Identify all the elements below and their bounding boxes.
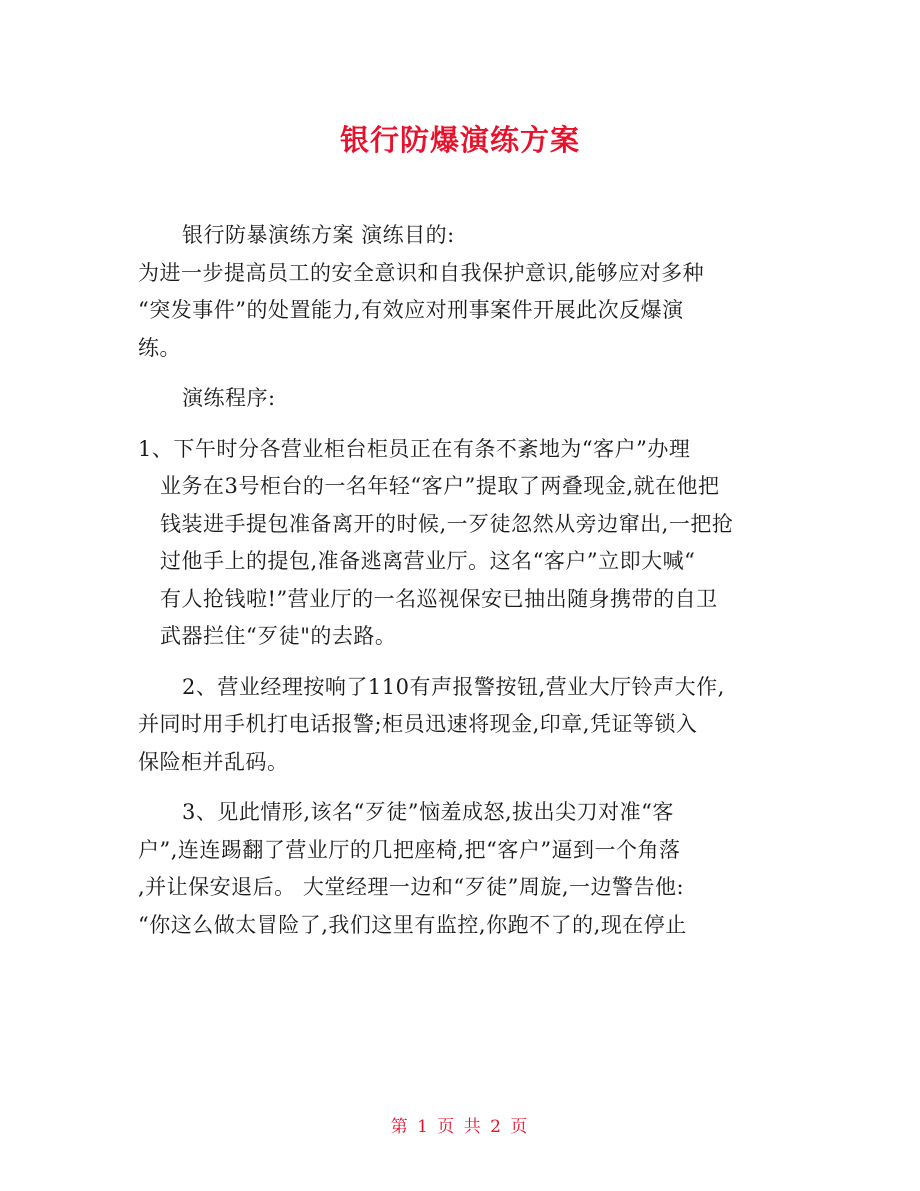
text-line: 2、营业经理按响了110有声报警按钮,营业大厅铃声大作,: [182, 674, 725, 699]
document-title: 银行防爆演练方案: [339, 123, 580, 157]
text-line: “你这么做太冒险了,我们这里有监控,你跑不了的,现在停止: [138, 912, 687, 937]
document-body: [138, 217, 786, 944]
text-line: 银行防暴演练方案 演练目的:: [182, 223, 455, 247]
page-number-footer: 第 1 页 共 2 页: [390, 1117, 530, 1137]
text-line: 演练程序:: [182, 386, 276, 410]
text-line: 练。: [138, 335, 181, 360]
text-line: 业务在3号柜台的一名年轻“客户”提取了两叠现金,就在他把: [160, 474, 720, 498]
text-line: 3、见此情形,该名“歹徒”恼羞成怒,拔出尖刀对准“客: [182, 800, 674, 824]
text-line: 户”,连连踢翻了营业厅的几把座椅,把“客户”逼到一个角落: [138, 837, 681, 862]
text-line: 钱装进手提包准备离开的时候,一歹徒忽然从旁边窜出,一把抢: [160, 511, 734, 536]
paragraph-step-1: [138, 431, 786, 656]
text-line: 1、下午时分各营业柜台柜员正在有条不紊地为“客户”办理: [138, 436, 691, 461]
paragraph-step-2: [138, 669, 786, 782]
text-line: “突发事件”的处置能力,有效应对刑事案件开展此次反爆演: [138, 298, 684, 322]
text-line: 并同时用手机打电话报警;柜员迅速将现金,印章,凭证等锁入: [138, 712, 698, 736]
paragraph-purpose: [138, 217, 786, 367]
text-line: 有人抢钱啦!”营业厅的一名巡视保安已抽出随身携带的自卫: [160, 586, 718, 611]
paragraph-procedure-heading: [138, 380, 786, 418]
text-line: ,并让保安退后。 大堂经理一边和“歹徒”周旋,一边警告他:: [138, 875, 685, 899]
text-line: 过他手上的提包,准备逃离营业厅。这名“客户”立即大喊“: [160, 549, 696, 573]
text-line: 保险柜并乱码。: [138, 749, 289, 774]
text-line: 武器拦住“歹徒"的去路。: [160, 624, 397, 648]
paragraph-step-3: [138, 794, 786, 944]
text-line: 为进一步提高员工的安全意识和自我保护意识,能够应对多种: [138, 260, 705, 285]
